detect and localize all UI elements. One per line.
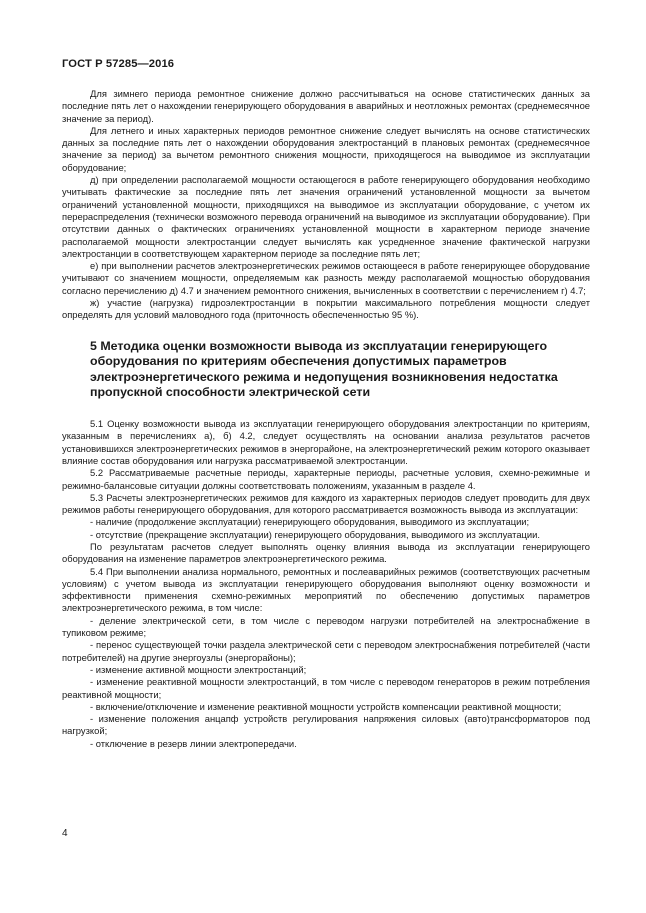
paragraph: ж) участие (нагрузка) гидроэлектростанции в покрытии максимального потребления мощности следует определять для условий маловодного года (приточность обеспеченностью 95 %).	[62, 297, 590, 321]
paragraph: По результатам расчетов следует выполнять оценку влияния вывода из эксплуатации генерирующего оборудования на изменение параметров электроэнергетического режима.	[62, 540, 590, 565]
list-item: - изменение положения анцапф устройств регулирования напряжения силовых (авто)трансформаторов под нагрузкой;	[62, 713, 590, 737]
list-item: - изменение реактивной мощности электростанций, в том числе с переводом генераторов в режим потребления реактивной мощности;	[62, 676, 590, 700]
paragraph: 5.2 Рассматриваемые расчетные периоды, характерные периоды, расчетные условия, схемно-режимные и режимно-балансовые ситуации должны соответствовать положениям, указанным в разделе 4.	[62, 467, 590, 491]
list-item: - перенос существующей точки раздела электрической сети с переводом электроснабжения потребителей (части потребителей) на другие энергоузлы (энергорайоны);	[62, 639, 590, 663]
list-item: - отключение в резерв линии электропередачи.	[90, 737, 297, 749]
paragraph: е) при выполнении расчетов электроэнергетических режимов остающееся в работе генерирующее оборудование учитывают со значением мощности, определяемым как разность между располагаемой мощностью оборудования согласно перечислению д) 4.7 и значением ремонтного снижения, вычисленных в соответствии с перечислением г) 4.7;	[62, 260, 590, 296]
paragraph: 5.4 При выполнении анализа нормального, ремонтных и послеаварийных режимов (соответствующих расчетным условиям) с учетом вывода из эксплуатации генерирующего оборудования выполняют оценку возможности и эффективности применения схемно-режимных мероприятий по обеспечению допустимых параметров электроэнергетического режима, в том числе:	[62, 565, 590, 614]
paragraph: д) при определении располагаемой мощности остающегося в работе генерирующего оборудования необходимо учитывать фактические за последние пять лет значения ограничений установленной мощности за вычетом ограничений установленной мощности, приходящихся на выводимое из эксплуатации оборудование, с учетом их перераспределения (технически возможного перевода ограничений на выводимое из эксплуатации оборудование). При отсутствии данных о фактических ограничениях установленной мощности в характерном периоде значение располагаемой мощности электростанции следует вычислять как усредненное значение фактической нагрузки электростанции в соответствующем характерном периоде за последние пять лет;	[62, 174, 590, 259]
list-item: - наличие (продолжение эксплуатации) генерирующего оборудования, выводимого из эксплуатации;	[90, 516, 530, 528]
page-number: 4	[62, 828, 68, 839]
paragraph: 5.3 Расчеты электроэнергетических режимов для каждого из характерных периодов следует проводить для двух режимов работы генерирующего оборудования, для которого рассматривается возможность вывода из эксплуатации:	[62, 491, 590, 516]
section-title: 5 Методика оценки возможности вывода из эксплуатации генерирующего оборудования по критериям обеспечения допустимых параметров электроэнергетического режима и недопущения возникновения недостатка пропускной способности электрической сети	[90, 338, 558, 400]
list-item: - изменение активной мощности электростанций;	[90, 663, 307, 675]
paragraph: 5.1 Оценку возможности вывода из эксплуатации генерирующего оборудования электростанции по критериям, указанным в перечислениях а), б) 4.2, следует осуществлять на основании анализа результатов расчетов установившихся электроэнергетических режимов в энергорайоне, на электроэнергетический режим которого оказывает влияние состав оборудования или нагрузка рассматриваемой электростанции.	[62, 418, 590, 466]
paragraph: Для зимнего периода ремонтное снижение должно рассчитываться на основе статистических данных за последние пять лет о нахождении генерирующего оборудования в аварийных и неотложных ремонтах (среднемесячное значение за период).	[62, 88, 590, 124]
paragraph: Для летнего и иных характерных периодов ремонтное снижение следует вычислять на основе статистических данных за последние пять лет о нахождении оборудования электростанций в плановых ремонтах (среднемесячное значение за период) за вычетом ремонтного снижения мощности, приходящегося на выводимое из эксплуатации оборудование;	[62, 124, 590, 173]
list-item: - отсутствие (прекращение эксплуатации) генерирующего оборудования, выводимого из эксплуатации.	[90, 528, 541, 540]
list-item: - деление электрической сети, в том числе с переводом нагрузки потребителей на электроснабжение в тупиковом режиме;	[62, 614, 590, 639]
document-page	[62, 58, 590, 750]
list-item: - включение/отключение и изменение реактивной мощности устройств компенсации реактивной мощности;	[90, 700, 562, 712]
document-code: ГОСТ Р 57285—2016	[62, 58, 175, 70]
